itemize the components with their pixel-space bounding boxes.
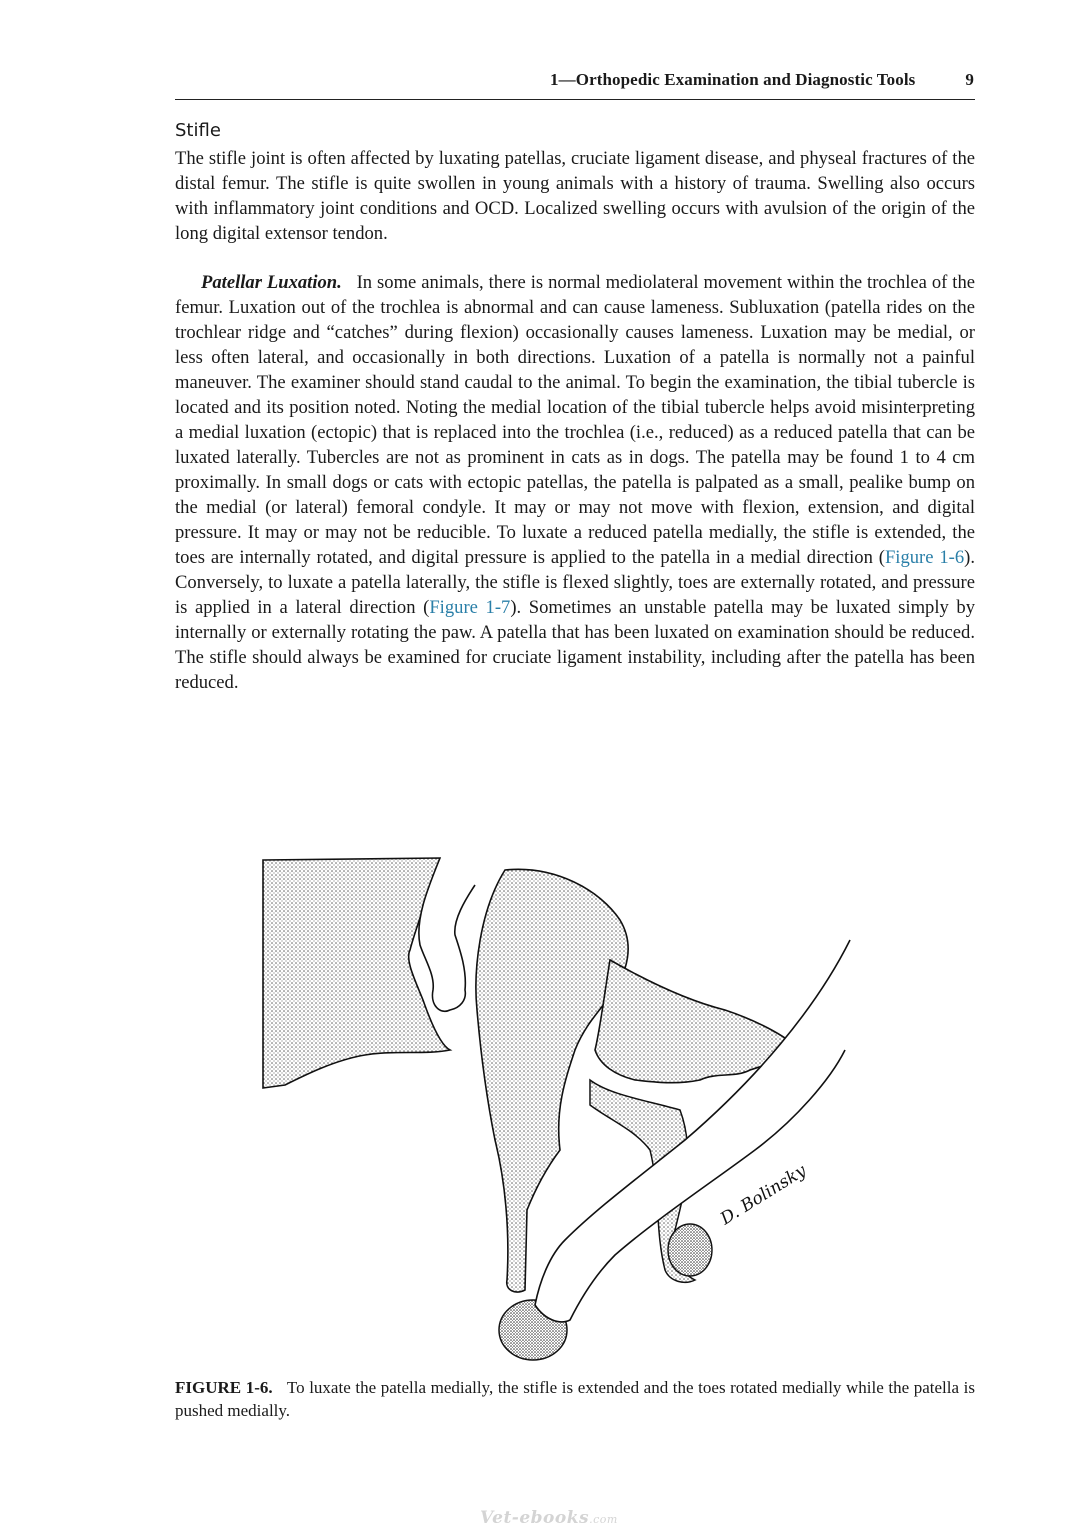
figure-1-6-illustration (255, 850, 855, 1370)
page-number: 9 (965, 70, 974, 89)
paragraph-text-part-a: In some animals, there is normal mediolateral movement within the trochlea of the femur. Luxation out of the trochlea is abnormal and can cause lameness. Subluxation (patella rides on the trochlear ridge and “catches” during flexion) occasionally causes lameness. Luxation may be medial, or less often lateral, and occasionally in both directions. Luxation of a patella is normally not a painful maneuver. The examiner should stand caudal to the animal. To begin the examination, the tibial tubercle is located and its position noted. Noting the medial location of the tibial tubercle helps avoid misinterpreting a medial luxation (ectopic) that is replaced into the trochlea (i.e., reduced) as a reduced patella that can be luxated laterally. Tubercles are not as prominent in cats as in dogs. The patella may be found 1 to 4 cm proximally. In small dogs or cats with ectopic patellas, the patella is palpated as a small, pealike bump on the medial (or lateral) femoral condyle. It may or may not move with flexion, extension, and digital pressure. It may or may not be reducible. To luxate a reduced patella medially, the stifle is extended, the toes are internally rotated, and digital pressure is applied to the patella in a medial direction ( (175, 272, 975, 568)
figure-1-7-link[interactable]: Figure 1-7 (429, 597, 511, 618)
running-header (175, 70, 975, 100)
paragraph-patellar-luxation (175, 270, 975, 695)
artist-signature: D. Bolinsky (717, 1160, 810, 1230)
watermark-main: Vet-ebooks (480, 1508, 590, 1528)
illustration-svg (255, 850, 855, 1370)
watermark-suffix: .com (589, 1513, 618, 1526)
paragraph-text-part-b: ). Conversely, to luxate a patella laterally, the stifle is flexed slightly, toes are externally rotated, and pressure is applied in a lateral direction ( (175, 547, 976, 618)
runin-heading: Patellar Luxation. (201, 272, 342, 293)
far-paw-shape (668, 1224, 712, 1276)
figure-caption-text: To luxate the patella medially, the stifle is extended and the toes rotated medially while the patella is pushed medially. (175, 1378, 975, 1420)
paragraph-stifle-intro: The stifle joint is often affected by luxating patellas, cruciate ligament disease, and physeal fractures of the distal femur. The stifle is quite swollen in young animals with a history of trauma. Swelling also occurs with inflammatory joint conditions and OCD. Localized swelling occurs with avulsion of the origin of the long digital extensor tendon. (175, 148, 975, 244)
chapter-title: 1—Orthopedic Examination and Diagnostic Tools (550, 70, 916, 89)
figure-1-6-link[interactable]: Figure 1-6 (884, 547, 965, 568)
figure-caption-label: FIGURE 1-6. (175, 1378, 273, 1397)
figure-caption (175, 1376, 975, 1422)
section-heading: Stifle (175, 120, 221, 141)
watermark-logo (480, 1508, 618, 1528)
paragraph-text-part-c: ). Sometimes an unstable patella may be luxated simply by internally or externally rotating the paw. A patella that has been luxated on examination should be reduced. The stifle should always be examined for cruciate ligament instability, including after the patella has been reduced. (175, 597, 976, 693)
dog-body-shape (263, 858, 450, 1088)
